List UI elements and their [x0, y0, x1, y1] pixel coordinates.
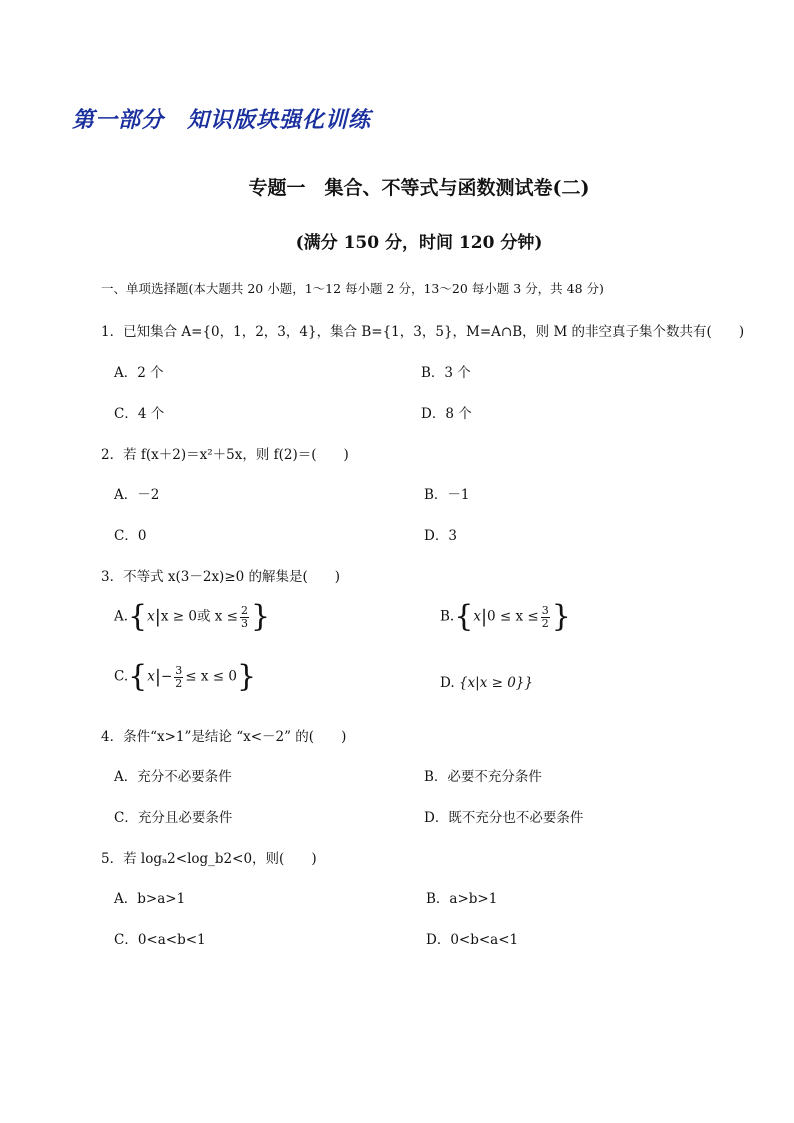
question-stem: 条件“x>1”是结论 “x<－2” 的( ) — [123, 729, 347, 745]
exam-subtitle: (满分 150 分，时间 120 分钟) — [295, 233, 543, 253]
set-condition: 0 ≤ x ≤ — [487, 608, 539, 625]
section-heading: 一、单项选择题(本大题共 20 小题，1～12 每小题 2 分，13～20 每小题 3 分，共 48 分) — [101, 281, 604, 296]
question-5 — [101, 847, 317, 867]
set-condition: x ≥ 0或 x ≤ — [160, 608, 238, 625]
question-4 — [101, 725, 346, 745]
fraction: $\frac{2}{3}$ — [240, 603, 248, 630]
q3-option-d — [440, 675, 533, 691]
q3-option-c — [114, 659, 257, 694]
q2-option-a: A．－2 — [114, 487, 160, 503]
set-variable: x — [147, 608, 155, 625]
q2-option-d: D．3 — [424, 528, 457, 544]
option-letter: C. — [114, 668, 129, 685]
question-number: 4． — [101, 729, 124, 745]
set-bar: | — [154, 606, 161, 628]
right-brace: } — [250, 599, 271, 634]
q4-option-c: C．充分且必要条件 — [114, 810, 233, 826]
set-variable: x — [473, 608, 481, 625]
left-brace: { — [128, 599, 148, 634]
question-number: 3． — [101, 569, 124, 585]
left-brace: { — [128, 659, 148, 694]
q1-option-d: D．8 个 — [421, 406, 472, 422]
question-number: 5． — [101, 851, 124, 867]
exam-title: 专题一 集合、不等式与函数测试卷(二) — [248, 177, 590, 199]
q2-option-b: B．－1 — [424, 487, 470, 503]
question-2 — [101, 443, 349, 463]
question-stem: 若 logₐ2<log_b2<0，则( ) — [123, 851, 317, 867]
question-stem: 若 f(x＋2)＝x²＋5x，则 f(2)＝( ) — [123, 447, 349, 463]
q5-option-d: D．0<b<a<1 — [426, 932, 519, 948]
q4-option-a: A．充分不必要条件 — [114, 769, 232, 785]
set-variable: x — [147, 668, 155, 685]
left-brace: { — [454, 599, 474, 634]
right-brace: } — [551, 599, 571, 634]
fraction: $\frac{3}{2}$ — [541, 603, 549, 630]
q4-option-b: B．必要不充分条件 — [424, 769, 542, 785]
set-bar: | — [480, 606, 488, 628]
fraction: $\frac{3}{2}$ — [175, 663, 183, 690]
q5-option-c: C．0<a<b<1 — [114, 932, 206, 948]
set-bar: | — [154, 666, 161, 688]
question-3 — [101, 565, 340, 585]
q1-option-b: B．3 个 — [421, 365, 471, 381]
q2-option-c: C．0 — [114, 528, 147, 544]
question-stem: 已知集合 A={0，1，2，3，4}，集合 B={1，3，5}，M=A∩B，则 M 的非空真子集个数共有( ) — [123, 324, 745, 340]
set-expression: {x|x ≥ 0}} — [458, 675, 533, 691]
question-number: 1． — [101, 324, 124, 340]
q3-option-b — [440, 599, 571, 634]
q4-option-d: D．既不充分也不必要条件 — [424, 810, 584, 826]
part-heading: 第一部分 知识版块强化训练 — [72, 108, 372, 133]
option-letter: A. — [114, 608, 129, 625]
q1-option-c: C．4 个 — [114, 406, 165, 422]
q3-option-a — [114, 599, 271, 634]
minus-sign: − — [160, 668, 173, 685]
right-brace: } — [236, 659, 257, 694]
set-condition: ≤ x ≤ 0 — [185, 668, 237, 685]
question-1 — [101, 320, 744, 340]
question-stem: 不等式 x(3－2x)≥0 的解集是( ) — [123, 569, 341, 585]
q1-option-a: A．2 个 — [114, 365, 164, 381]
q5-option-b: B．a>b>1 — [426, 891, 498, 907]
option-letter: D. — [440, 675, 455, 691]
q5-option-a: A．b>a>1 — [114, 891, 186, 907]
option-letter: B. — [440, 608, 455, 625]
question-number: 2． — [101, 447, 124, 463]
